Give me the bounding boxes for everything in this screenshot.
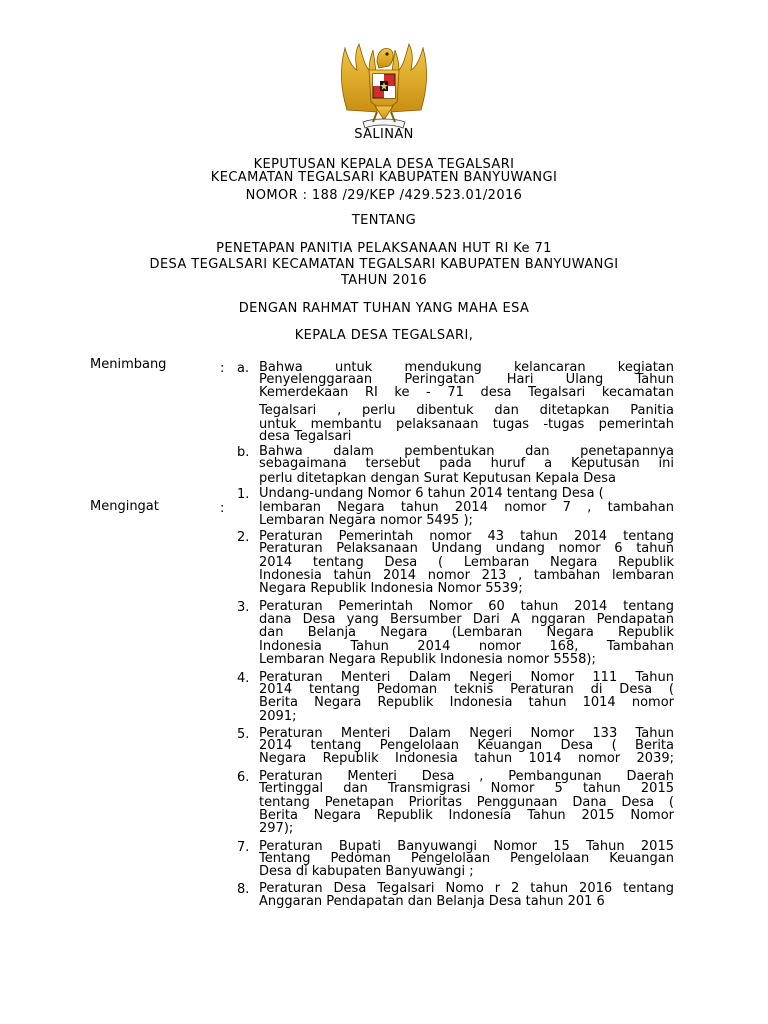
kepala-desa-line: KEPALA DESA TEGALSARI,: [294, 328, 474, 343]
text-line: perlu ditetapkan dengan Surat Keputusan Kepala Desa: [259, 471, 616, 486]
text-line: Kemerdekaan RI ke - 71 desa Tegalsari kecamatan: [259, 385, 674, 400]
text-line: Indonesia tahun 2014 nomor 213 , tambahan lembaran: [259, 568, 674, 583]
menimbang-colon: :: [220, 361, 225, 376]
text-line: dan Belanja Negara (Lembaran Negara Republik: [259, 625, 674, 640]
text-line: 2091;: [259, 709, 297, 724]
text-line: Undang-undang Nomor 6 tahun 2014 tentang Desa (: [259, 486, 604, 501]
salinan-label: SALINAN: [354, 127, 414, 142]
mengingat-item-marker: 8.: [237, 882, 250, 897]
text-line: Tertinggal dan Transmigrasi Nomor 5 tahun 2015: [259, 781, 674, 796]
text-line: Peraturan Pemerintah Nomor 60 tahun 2014 tentang: [259, 599, 674, 614]
menimbang-label: Menimbang: [90, 357, 167, 372]
text-line: Peraturan Desa Tegalsari Nomo r 2 tahun 2016 tentang: [259, 881, 674, 896]
text-line: Peraturan Menteri Dalam Negeri Nomor 111 Tahun: [259, 670, 674, 685]
text-line: untuk membantu pelaksanaan tugas -tugas pemerintah: [259, 417, 674, 432]
text-line: Anggaran Pendapatan dan Belanja Desa tahun 201 6: [259, 894, 605, 909]
mengingat-colon: :: [220, 501, 225, 516]
decree-title-line-1: KEPUTUSAN KEPALA DESA TEGALSARI: [253, 157, 515, 172]
text-line: Desa di kabupaten Banyuwangi ;: [259, 864, 474, 879]
text-line: Indonesia Tahun 2014 nomor 168, Tambahan: [259, 639, 674, 654]
mengingat-item-marker: 6.: [237, 770, 250, 785]
text-line: dana Desa yang Bersumber Dari A nggaran Pendapatan: [259, 612, 674, 627]
menimbang-b-marker: b.: [237, 445, 250, 460]
text-line: Penyelenggaraan Peringatan Hari Ulang Tahun: [259, 372, 674, 387]
subject-line-3: TAHUN 2016: [340, 273, 428, 288]
mengingat-item-marker: 4.: [237, 671, 250, 686]
subject-line-2: DESA TEGALSARI KECAMATAN TEGALSARI KABUPATEN BANYUWANGI: [149, 257, 619, 272]
text-line: 2014 tentang Desa ( Lembaran Negara Republik: [259, 555, 674, 570]
text-line: tentang Penetapan Prioritas Penggunaan Dana Desa (: [259, 795, 674, 810]
garuda-emblem: [337, 40, 431, 130]
text-line: Lembaran Negara nomor 5495 );: [259, 513, 473, 528]
text-line: Berita Negara Republik Indonesia Tahun 2015 Nomor: [259, 808, 674, 823]
text-line: Peraturan Pemerintah nomor 43 tahun 2014 tentang: [259, 529, 674, 544]
text-line: Tentang Pedoman Pengelolaan Pengelolaan Keuangan: [259, 851, 674, 866]
mengingat-item-marker: 1.: [237, 487, 250, 502]
text-line: Lembaran Negara Republik Indonesia nomor 5558);: [259, 652, 596, 667]
menimbang-a-marker: a.: [237, 361, 250, 376]
text-line: Negara Republik Indonesia Nomor 5539;: [259, 581, 523, 596]
decree-title-line-2: KECAMATAN TEGALSARI KABUPATEN BANYUWANGI: [210, 170, 558, 185]
mengingat-item-marker: 5.: [237, 727, 250, 742]
text-line: 2014 tentang Pengelolaan Keuangan Desa ( Berita: [259, 738, 674, 753]
text-line: Bahwa untuk mendukung kelancaran kegiatan: [259, 360, 674, 375]
text-line: lembaran Negara tahun 2014 nomor 7 , tambahan: [259, 500, 674, 515]
text-line: sebagaimana tersebut pada huruf a Keputusan ini: [259, 456, 674, 471]
text-line: desa Tegalsari: [259, 429, 352, 444]
text-line: Bahwa dalam pembentukan dan penetapannya: [259, 444, 674, 459]
text-line: Peraturan Menteri Desa , Pembangunan Daerah: [259, 769, 674, 784]
mengingat-item-marker: 2.: [237, 530, 250, 545]
mengingat-label: Mengingat: [90, 499, 159, 514]
decree-number: NOMOR : 188 /29/KEP /429.523.01/2016: [245, 188, 523, 203]
text-line: 297);: [259, 821, 294, 836]
text-line: Tegalsari , perlu dibentuk dan ditetapkan Panitia: [259, 403, 674, 418]
text-line: Peraturan Bupati Banyuwangi Nomor 15 Tahun 2015: [259, 839, 674, 854]
subject-line-1: PENETAPAN PANITIA PELAKSANAAN HUT RI Ke 71: [216, 241, 552, 256]
rahmat-line: DENGAN RAHMAT TUHAN YANG MAHA ESA: [238, 301, 530, 316]
text-line: Peraturan Menteri Dalam Negeri Nomor 133 Tahun: [259, 726, 674, 741]
tentang-heading: TENTANG: [351, 213, 417, 228]
mengingat-item-marker: 7.: [237, 840, 250, 855]
text-line: Negara Republik Indonesia tahun 1014 nomor 2039;: [259, 751, 674, 766]
text-line: 2014 tentang Pedoman teknis Peraturan di Desa (: [259, 682, 674, 697]
text-line: Berita Negara Republik Indonesia tahun 1014 nomor: [259, 695, 674, 710]
mengingat-item-marker: 3.: [237, 600, 250, 615]
text-line: Peraturan Pelaksanaan Undang undang nomor 6 tahun: [259, 541, 674, 556]
